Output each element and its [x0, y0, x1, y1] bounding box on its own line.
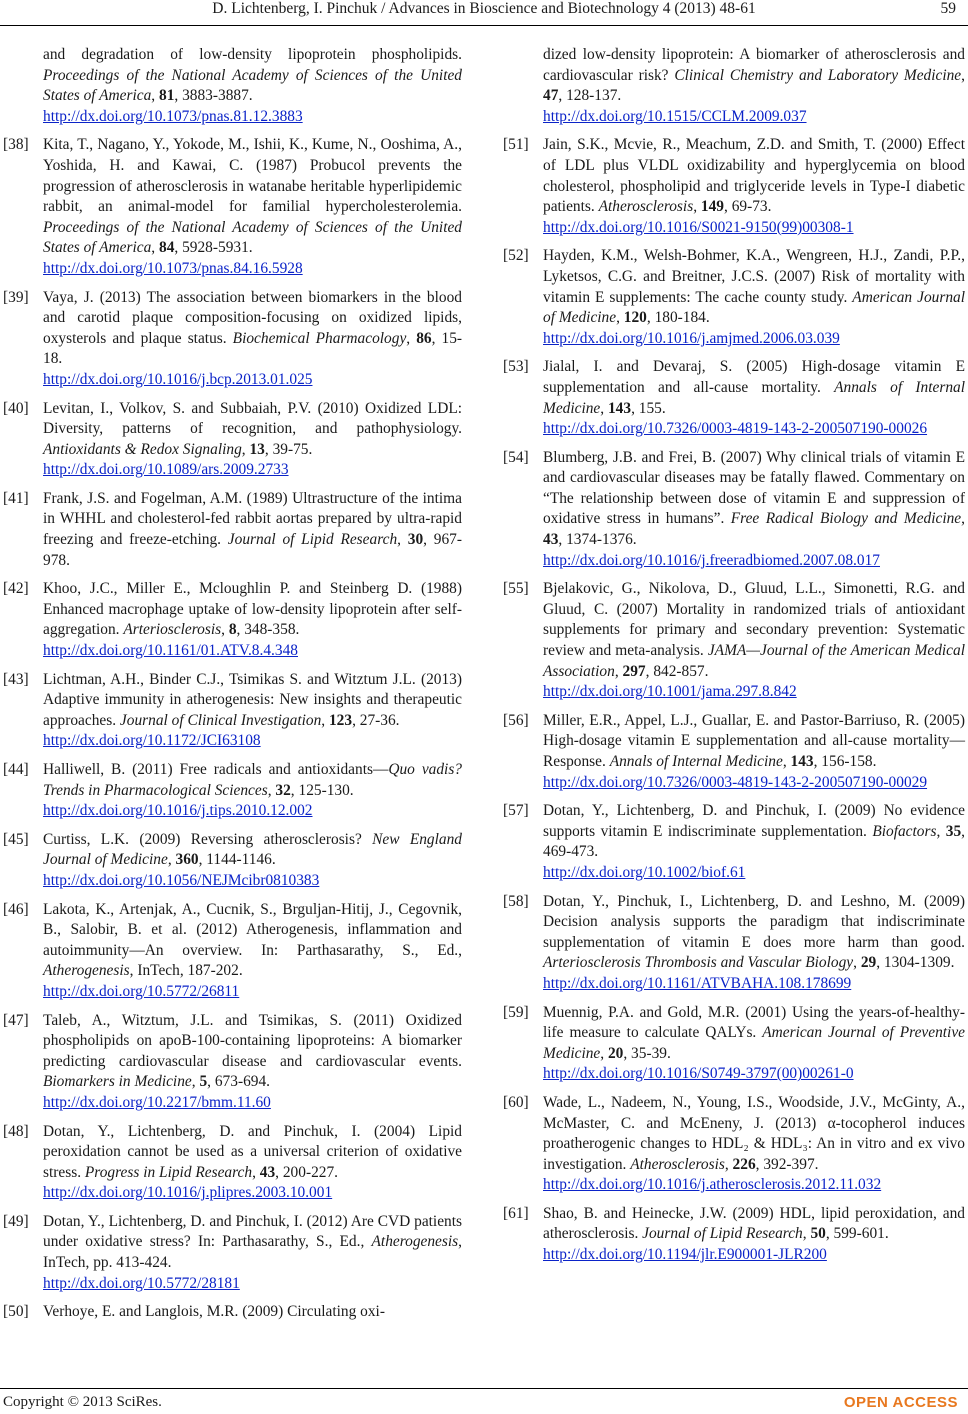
reference-text: Lichtman, A.H., Binder C.J., Tsimikas S. and Witztum J.L. (2013) Adaptive immunity in atherogenesis: New insights and therapeutic approaches. — [43, 670, 462, 729]
reference-journal: Atherosclerosis — [630, 1155, 725, 1173]
reference-text: Miller, E.R., Appel, L.J., Guallar, E. and Pastor-Barriuso, R. (2005) High-dosage vitamin E supplementation and all-cause mortality—Response. — [543, 711, 965, 770]
reference-body — [43, 900, 462, 1003]
reference-doi-link[interactable]: http://dx.doi.org/10.1002/biof.61 — [543, 863, 746, 881]
reference-item — [500, 1003, 965, 1085]
reference-text: Curtiss, L.K. (2009) Reversing atherosclerosis? — [43, 830, 373, 848]
running-header — [0, 0, 968, 30]
reference-item — [0, 830, 462, 892]
reference-pages: , 69-73. — [724, 198, 772, 216]
reference-journal: Arteriosclerosis Thrombosis and Vascular Biology — [543, 954, 854, 972]
reference-pages: , 3883-3887. — [174, 87, 253, 105]
reference-volume: 86 — [416, 329, 432, 347]
reference-volume: 297 — [622, 662, 646, 680]
reference-doi-link[interactable]: http://dx.doi.org/10.1073/pnas.81.12.3883 — [43, 107, 303, 125]
reference-body: Khoo, J.C., Miller E., Mcloughlin P. and Steinberg D. (1988) Enhanced macrophage uptake of low-density lipoprotein after self-aggregation. Arteriosclerosis, 8, 348-358. http://dx.doi.org/10.1161/01.ATV.8.4.348 — [43, 579, 462, 661]
reference-text: Dotan, Y., Lichtenberg, D. and Pinchuk, I. (2012) Are CVD patients under oxidative stress? In: Parthasarathy, S., Ed., — [43, 1212, 462, 1251]
reference-pages: , 392-397. — [755, 1155, 819, 1173]
page-number: 59 — [940, 0, 956, 17]
reference-item — [500, 1093, 965, 1196]
reference-journal: Annals of Internal Medicine — [609, 753, 783, 770]
reference-item — [0, 135, 462, 279]
reference-item — [0, 1212, 462, 1294]
reference-journal: Quo vadis? Trends in Pharmacological Sciences — [43, 761, 462, 799]
reference-item — [0, 760, 462, 822]
reference-journal: Free Radical Biology and Medicine — [730, 510, 962, 528]
reference-text: Jain, S.K., Mcvie, R., Meachum, Z.D. and Smith, T. (2000) Effect of LDL plus VLDL oxidizability and hyperglycemia on blood cholesterol, phospholipid and triglyceride levels in Type-I diabetic patients. — [543, 136, 965, 216]
reference-journal: Atherosclerosis — [598, 198, 694, 216]
reference-journal: Biofactors — [872, 822, 937, 840]
reference-journal: Progress in Lipid Research — [84, 1163, 253, 1181]
reference-text: Halliwell, B. (2011) Free radicals and antioxidants— — [43, 761, 389, 778]
reference-volume: 123 — [328, 711, 353, 729]
reference-number: [49] — [3, 1212, 29, 1230]
reference-number: [39] — [3, 288, 29, 306]
reference-pages: , 967-978. — [43, 531, 462, 569]
reference-number: [52] — [503, 247, 529, 265]
reference-body: Dotan, Y., Lichtenberg, D. and Pinchuk, I. (2009) No evidence supports vitamin E indiscriminate supplementation. Biofactors, 35, 469-473. http://dx.doi.org/10.1002/biof.61 — [543, 801, 965, 883]
reference-body: Dotan, Y., Lichtenberg, D. and Pinchuk, I. (2004) Lipid peroxidation cannot be used as a universal criterion of oxidative stress. Progress in Lipid Research, 43, 200-227. http://dx.doi.org/10.1016/j.plipres.2003.10.001 — [43, 1122, 462, 1204]
reference-item — [0, 1011, 462, 1114]
reference-pages: , 125-130. — [290, 781, 354, 799]
reference-number: [41] — [3, 489, 29, 507]
reference-body: Vaya, J. (2013) The association between biomarkers in the blood and carotid plaque composition-focusing on oxidized lipids, oxysterols and plaque status. Biochemical Pharmacology, 86, 15-18. http://dx.doi.org/10.1016/j.bcp.2013.01.025 — [43, 288, 462, 391]
reference-journal: Journal of Lipid Research — [227, 531, 398, 549]
reference-doi-link[interactable]: http://dx.doi.org/10.1016/j.tips.2010.12.002 — [43, 802, 313, 820]
reference-volume: 13 — [249, 440, 265, 458]
reference-volume: 360 — [175, 851, 199, 869]
reference-text: Hayden, K.M., Welsh-Bohmer, K.A., Wengreen, H.J., Zandi, P.P., Lyketsos, C.G. and Breitner, J.C.S. (2007) Risk of mortality with vitamin E supplements: The cache county study. — [543, 247, 965, 306]
open-access-label: OPEN ACCESS — [843, 1394, 958, 1411]
reference-doi-link[interactable]: http://dx.doi.org/10.1161/01.ATV.8.4.348 — [43, 642, 298, 660]
right-column — [500, 45, 965, 1274]
reference-number: [58] — [503, 892, 529, 910]
reference-body: Frank, J.S. and Fogelman, A.M. (1989) Ultrastructure of the intima in WHHL and cholesterol-fed rabbit aortas prepared by ultra-rapid freezing and freeze-etching. Journal of Lipid Research, 30, 967-978. — [43, 489, 462, 569]
reference-body: Miller, E.R., Appel, L.J., Guallar, E. and Pastor-Barriuso, R. (2005) High-dosage vitamin E supplementation and all-cause mortality—Response. Annals of Internal Medicine, 143, 156-158. http://dx.doi.org/10.7326/0003-4819-143-2-200507190-00029 — [543, 711, 965, 793]
reference-text: Shao, B. and Heinecke, J.W. (2009) HDL, lipid peroxidation, and atherosclerosis. — [543, 1204, 965, 1243]
reference-journal: Proceedings of the National Academy of Sciences of the United States of America — [43, 66, 462, 105]
reference-doi-link[interactable]: http://dx.doi.org/10.7326/0003-4819-143-2-200507190-00026 — [543, 420, 928, 438]
reference-pages: , 1144-1146. — [198, 851, 276, 869]
reference-doi-link[interactable]: http://dx.doi.org/10.1161/ATVBAHA.108.178699 — [543, 974, 852, 992]
reference-separator: , — [961, 66, 966, 84]
reference-body — [43, 1212, 462, 1294]
reference-pages: , 27-36. — [352, 711, 400, 729]
reference-body: Levitan, I., Volkov, S. and Subbaiah, P.V. (2010) Oxidized LDL: Diversity, patterns of recognition, and pathophysiology. Antioxidants & Redox Signaling, 13, 39-75. http://dx.doi.org/10.1089/ars.2009.2733 — [43, 399, 462, 481]
reference-text: Taleb, A., Witztum, J.L. and Tsimikas, S. (2011) Oxidized phospholipids on apoB-100-containing lipoproteins: A biomarker predicting cardiovascular disease and cardiovascular events. — [43, 1011, 462, 1070]
reference-text: Lakota, K., Artenjak, A., Cucnik, S., Brguljan-Hitij, J., Cegovnik, B., Salobir, B. et al. (2012) Atherogenesis, inflammation and autoimmunity—An overview. In: Parthasarathy, S., Ed., — [43, 900, 462, 959]
reference-item — [0, 489, 462, 571]
reference-journal: Biomarkers in Medicine — [43, 1073, 192, 1091]
reference-pages: , 156-158. — [813, 753, 877, 770]
reference-pages: , 15-18. — [43, 329, 463, 368]
reference-volume: 43 — [543, 531, 559, 549]
reference-pages: , 1304-1309. — [876, 954, 955, 972]
reference-doi-link[interactable]: http://dx.doi.org/10.1056/NEJMcibr0810383 — [43, 871, 320, 889]
reference-volume: 143 — [607, 399, 632, 417]
reference-pages: , 35-39. — [623, 1044, 671, 1062]
reference-pages: , 200-227. — [275, 1163, 338, 1181]
reference-body: Kita, T., Nagano, Y., Yokode, M., Ishii, K., Kume, N., Ooshima, A., Yoshida, H. and Kawai, C. (1987) Probucol prevents the progression of atherosclerosis in watanabe heritable hyperlipidemic rabbit, an animal-model for familial hypercholesterolemia. Proceedings of the National Academy of Sciences of the United States of America, 84, 5928-5931. http://dx.doi.org/10.1073/pnas.84.16.5928 — [43, 135, 462, 279]
reference-item — [0, 1122, 462, 1204]
reference-item — [500, 448, 965, 572]
reference-continuation — [0, 45, 462, 127]
reference-number: [45] — [3, 830, 29, 848]
reference-body: Hayden, K.M., Welsh-Bohmer, K.A., Wengreen, H.J., Zandi, P.P., Lyketsos, C.G. and Breitner, J.C.S. (2007) Risk of mortality with vitamin E supplements: The cache county study. American Journal of Medicine, 120, 180-184. http://dx.doi.org/10.1016/j.amjmed.2006.03.039 — [543, 246, 965, 349]
reference-body: Halliwell, B. (2011) Free radicals and antioxidants—Quo vadis? Trends in Pharmacological Sciences, 32, 125-130. http://dx.doi.org/10.1016/j.tips.2010.12.002 — [43, 760, 462, 822]
reference-doi-link[interactable]: http://dx.doi.org/10.1016/j.atherosclerosis.2012.11.032 — [543, 1176, 882, 1194]
reference-number: [53] — [503, 358, 529, 376]
reference-journal: JAMA—Journal of the American Medical Association — [543, 642, 965, 680]
reference-text: Muennig, P.A. and Gold, M.R. (2001) Using the years-of-healthy-life measure to calculate QALYs. — [543, 1003, 965, 1042]
reference-list-left — [0, 135, 462, 1322]
reference-doi-link[interactable]: http://dx.doi.org/10.1172/JCI63108 — [43, 732, 261, 750]
reference-number: [56] — [503, 711, 529, 729]
reference-pages: , 599-601. — [825, 1225, 889, 1243]
reference-doi-link[interactable]: http://dx.doi.org/10.5772/26811 — [43, 982, 240, 1000]
reference-body: Taleb, A., Witztum, J.L. and Tsimikas, S. (2011) Oxidized phospholipids on apoB-100-containing lipoproteins: A biomarker predicting cardiovascular disease and cardiovascular events. Biomarkers in Medicine, 5, 673-694. http://dx.doi.org/10.2217/bmm.11.60 — [43, 1011, 462, 1114]
reference-journal: Journal of Lipid Research — [642, 1225, 803, 1243]
reference-doi-link[interactable]: http://dx.doi.org/10.1016/S0749-3797(00)00261-0 — [543, 1065, 854, 1083]
reference-number: [59] — [503, 1003, 529, 1021]
reference-text: Dotan, Y., Lichtenberg, D. and Pinchuk, I. (2009) No evidence supports vitamin E indiscriminate supplementation. — [543, 802, 965, 840]
reference-item — [0, 399, 462, 481]
reference-doi-link[interactable]: http://dx.doi.org/10.1515/CCLM.2009.037 — [543, 107, 807, 125]
reference-volume: 32 — [275, 781, 291, 799]
reference-item — [500, 892, 965, 995]
reference-item — [500, 246, 965, 349]
reference-volume: 84 — [159, 239, 175, 257]
reference-item — [0, 579, 462, 661]
reference-text: Jialal, I. and Devaraj, S. (2005) High-dosage vitamin E supplementation and all-cause mortality. — [543, 358, 965, 396]
copyright-text: Copyright © 2013 SciRes. — [3, 1394, 162, 1410]
reference-body: Curtiss, L.K. (2009) Reversing atherosclerosis? New England Journal of Medicine, 360, 1144-1146. http://dx.doi.org/10.1056/NEJMcibr0810383 — [43, 830, 462, 892]
reference-volume: 81 — [159, 87, 175, 105]
reference-text: Frank, J.S. and Fogelman, A.M. (1989) Ultrastructure of the intima in WHHL and cholesterol-fed rabbit aortas prepared by ultra-rapid freezing and freeze-etching. — [43, 489, 462, 549]
reference-journal: Atherogenesis — [43, 962, 130, 980]
reference-pages: , 5928-5931. — [174, 239, 253, 257]
reference-volume: 226 — [732, 1155, 756, 1173]
reference-body: Dotan, Y., Pinchuk, I., Lichtenberg, D. and Leshno, M. (2009) Decision analysis supports the paradigm that indiscriminate supplementation of vitamin E does more harm than good. Arteriosclerosis Thrombosis and Vascular Biology, 29, 1304-1309. http://dx.doi.org/10.1161/ATVBAHA.108.178699 — [543, 892, 965, 995]
reference-doi-link[interactable]: http://dx.doi.org/10.1016/j.bcp.2013.01.025 — [43, 370, 313, 388]
reference-volume: 43 — [259, 1163, 276, 1181]
reference-body: Wade, L., Nadeem, N., Young, I.S., Woodside, J.V., McGinty, A., McMaster, C. and McEneny, J. (2013) α-tocopherol induces proatherogenic changes to HDL₂ & HDL₃: An in vitro and ex vivo investigation. Atherosclerosis, 226, 392-397. http://dx.doi.org/10.1016/j.atherosclerosis.2012.11.032 — [543, 1093, 965, 1196]
reference-item — [0, 288, 462, 391]
reference-text: Blumberg, J.B. and Frei, B. (2007) Why clinical trials of vitamin E and cardiovascular diseases may be fatally flawed. Commentary on “The relationship between dose of vitamin E and suppression of oxidative stress in humans”. — [543, 448, 965, 528]
running-title: D. Lichtenberg, I. Pinchuk / Advances in Bioscience and Biotechnology 4 (2013) 48-61 — [212, 0, 756, 17]
page-footer — [0, 1388, 968, 1414]
reference-number: [44] — [3, 761, 29, 778]
reference-pages: , 1374-1376. — [558, 531, 637, 549]
reference-number: [38] — [3, 136, 29, 154]
reference-journal: Annals of Internal Medicine — [543, 378, 965, 417]
reference-doi-link[interactable]: http://dx.doi.org/10.1001/jama.297.8.842 — [543, 683, 797, 701]
reference-number: [57] — [503, 802, 529, 820]
reference-doi-link[interactable]: http://dx.doi.org/10.1016/j.freeradbiomed.2007.08.017 — [543, 551, 880, 569]
reference-body: Blumberg, J.B. and Frei, B. (2007) Why clinical trials of vitamin E and cardiovascular diseases may be fatally flawed. Commentary on “The relationship between dose of vitamin E and suppression of oxidative stress in humans”. Free Radical Biology and Medicine, 43, 1374-1376. http://dx.doi.org/10.1016/j.freeradbiomed.2007.08.017 — [543, 448, 965, 572]
reference-list-right — [500, 135, 965, 1265]
reference-text: Kita, T., Nagano, Y., Yokode, M., Ishii, K., Kume, N., Ooshima, A., Yoshida, H. and Kawai, C. (1987) Probucol prevents the progression of atherosclerosis in watanabe heritable hyperlipidemic rabbit, an animal-model for familial hypercholesterolemia. — [43, 136, 462, 216]
reference-journal: New England Journal of Medicine — [43, 830, 462, 869]
reference-volume: 47 — [543, 87, 559, 105]
reference-item — [500, 711, 965, 793]
reference-pages: , 348-358. — [236, 621, 300, 639]
reference-pages: , 180-184. — [646, 309, 710, 327]
reference-number: [42] — [3, 580, 29, 598]
reference-pages: , 128-137. — [558, 87, 622, 105]
reference-text: Dotan, Y., Pinchuk, I., Lichtenberg, D. and Leshno, M. (2009) Decision analysis supports the paradigm that indiscriminate supplementation of vitamin E does more harm than good. — [543, 892, 965, 951]
reference-number: [40] — [3, 399, 29, 417]
footer-rule — [0, 1388, 968, 1389]
reference-number: [46] — [3, 900, 29, 918]
reference-volume: 20 — [607, 1044, 624, 1062]
reference-number: [51] — [503, 136, 529, 154]
reference-number: [54] — [503, 448, 529, 466]
reference-item — [500, 801, 965, 883]
reference-journal: Journal of Clinical Investigation — [119, 711, 322, 729]
reference-doi-link[interactable]: http://dx.doi.org/10.1016/S0021-9150(99)00308-1 — [543, 218, 854, 236]
reference-text: and degradation of low-density lipoprotein phospholipids. — [43, 46, 462, 63]
reference-journal: American Journal of Medicine — [543, 288, 965, 327]
reference-journal: Atherogenesis — [371, 1233, 459, 1251]
reference-text: Bjelakovic, G., Nikolova, D., Gluud, L.L., Simonetti, R.G. and Gluud, C. (2007) Mortality in randomized trials of antioxidant supplements for primary and secondary prevention: Systematic review and meta-analysis. — [543, 580, 965, 660]
reference-doi-link[interactable]: http://dx.doi.org/10.1016/j.plipres.2003.10.001 — [43, 1184, 333, 1202]
reference-pages: , InTech, pp. 413-424. — [43, 1233, 462, 1272]
reference-volume: 143 — [790, 753, 814, 770]
reference-body: Jain, S.K., Mcvie, R., Meachum, Z.D. and Smith, T. (2000) Effect of LDL plus VLDL oxidizability and hyperglycemia on blood cholesterol, phospholipid and triglyceride levels in Type-I diabetic patients. Atherosclerosis, 149, 69-73. http://dx.doi.org/10.1016/S0021-9150(99)00308-1 — [543, 135, 965, 238]
reference-doi-link[interactable]: http://dx.doi.org/10.7326/0003-4819-143-2-200507190-00029 — [543, 773, 928, 791]
reference-volume: 50 — [810, 1225, 826, 1243]
reference-continuation — [500, 45, 965, 127]
reference-body: Bjelakovic, G., Nikolova, D., Gluud, L.L., Simonetti, R.G. and Gluud, C. (2007) Mortality in randomized trials of antioxidant supplements for primary and secondary prevention: Systematic review and meta-analysis. JAMA—Journal of the American Medical Association, 297, 842-857. http://dx.doi.org/10.1001/jama.297.8.842 — [543, 579, 965, 703]
reference-journal: Biochemical Pharmacology — [232, 329, 407, 347]
reference-pages: , 155. — [631, 399, 666, 417]
reference-journal: Clinical Chemistry and Laboratory Medicine — [674, 66, 962, 84]
reference-volume: 30 — [407, 531, 424, 549]
reference-volume: 120 — [623, 309, 647, 327]
reference-text: Khoo, J.C., Miller E., Mcloughlin P. and Steinberg D. (1988) Enhanced macrophage uptake of low-density lipoprotein after self-aggregation. — [43, 580, 462, 639]
reference-item — [0, 900, 462, 1003]
reference-text: Verhoye, E. and Langlois, M.R. (2009) Circulating oxi- — [43, 1303, 385, 1321]
reference-body: Muennig, P.A. and Gold, M.R. (2001) Using the years-of-healthy-life measure to calculate QALYs. American Journal of Preventive Medicine, 20, 35-39. http://dx.doi.org/10.1016/S0749-3797(00)00261-0 — [543, 1003, 965, 1085]
reference-number: [48] — [3, 1122, 29, 1140]
reference-journal: American Journal of Preventive Medicine — [543, 1024, 965, 1062]
reference-number: [43] — [3, 670, 29, 688]
reference-volume: 29 — [860, 954, 877, 972]
reference-item — [0, 670, 462, 752]
reference-text: Vaya, J. (2013) The association between biomarkers in the blood and carotid plaque composition-focusing on oxidized lipids, oxysterols and plaque status. — [43, 288, 462, 347]
left-column — [0, 45, 462, 1331]
header-rule — [0, 25, 968, 26]
reference-doi-link[interactable]: http://dx.doi.org/10.2217/bmm.11.60 — [43, 1093, 271, 1111]
reference-number: [47] — [3, 1011, 29, 1029]
reference-number: [60] — [503, 1093, 529, 1111]
reference-number: [55] — [503, 580, 529, 598]
reference-volume: 149 — [700, 198, 724, 216]
reference-pages: , 39-75. — [264, 440, 313, 458]
reference-journal: Proceedings of the National Academy of Sciences of the United States of America — [43, 218, 462, 257]
reference-volume: 8 — [228, 621, 237, 639]
reference-item — [500, 357, 965, 439]
reference-item — [500, 579, 965, 703]
reference-volume: 5 — [199, 1073, 208, 1091]
reference-number: [61] — [503, 1204, 529, 1222]
reference-body: Lichtman, A.H., Binder C.J., Tsimikas S. and Witztum J.L. (2013) Adaptive immunity in atherogenesis: New insights and therapeutic approaches. Journal of Clinical Investigation, 123, 27-36. http://dx.doi.org/10.1172/JCI63108 — [43, 670, 462, 752]
reference-separator: , — [151, 87, 159, 105]
reference-pages: , 469-473. — [543, 822, 965, 861]
reference-number: [50] — [3, 1303, 29, 1321]
reference-pages: , InTech, 187-202. — [129, 962, 243, 980]
reference-doi-link[interactable]: http://dx.doi.org/10.1016/j.amjmed.2006.03.039 — [543, 329, 840, 347]
reference-volume: 35 — [945, 822, 962, 840]
reference-doi-link[interactable]: http://dx.doi.org/10.5772/28181 — [43, 1274, 240, 1292]
reference-doi-link[interactable]: http://dx.doi.org/10.1073/pnas.84.16.5928 — [43, 259, 303, 277]
reference-body: Shao, B. and Heinecke, J.W. (2009) HDL, lipid peroxidation, and atherosclerosis. Journal of Lipid Research, 50, 599-601. http://dx.doi.org/10.1194/jlr.E900001-JLR200 — [543, 1204, 965, 1266]
reference-doi-link[interactable]: http://dx.doi.org/10.1194/jlr.E900001-JLR200 — [543, 1246, 827, 1264]
reference-item — [500, 135, 965, 238]
reference-item — [0, 1302, 462, 1323]
reference-pages: , 842-857. — [645, 662, 709, 680]
reference-body: Jialal, I. and Devaraj, S. (2005) High-dosage vitamin E supplementation and all-cause mortality. Annals of Internal Medicine, 143, 155. http://dx.doi.org/10.7326/0003-4819-143-2-200507190-00026 — [543, 357, 965, 439]
reference-doi-link[interactable]: http://dx.doi.org/10.1089/ars.2009.2733 — [43, 461, 289, 479]
reference-text: Dotan, Y., Lichtenberg, D. and Pinchuk, I. (2004) Lipid peroxidation cannot be used as a universal criterion of oxidative stress. — [43, 1122, 462, 1181]
reference-journal: Arteriosclerosis — [123, 621, 222, 639]
reference-text: Levitan, I., Volkov, S. and Subbaiah, P.V. (2010) Oxidized LDL: Diversity, patterns of recognition, and pathophysiology. — [43, 399, 462, 438]
reference-body — [43, 1302, 462, 1323]
reference-text: dized low-density lipoprotein: A biomarker of atherosclerosis and cardiovascular risk? — [543, 46, 965, 84]
reference-item — [500, 1204, 965, 1266]
reference-text: Wade, L., Nadeem, N., Young, I.S., Woodside, J.V., McGinty, A., McMaster, C. and McEneny, J. (2013) α-tocopherol induces proatherogenic changes to HDL₂ & HDL₃: An in vitro and ex vivo investigation. — [543, 1093, 965, 1173]
reference-pages: , 673-694. — [207, 1073, 270, 1091]
reference-journal: Antioxidants & Redox Signaling — [43, 440, 242, 458]
